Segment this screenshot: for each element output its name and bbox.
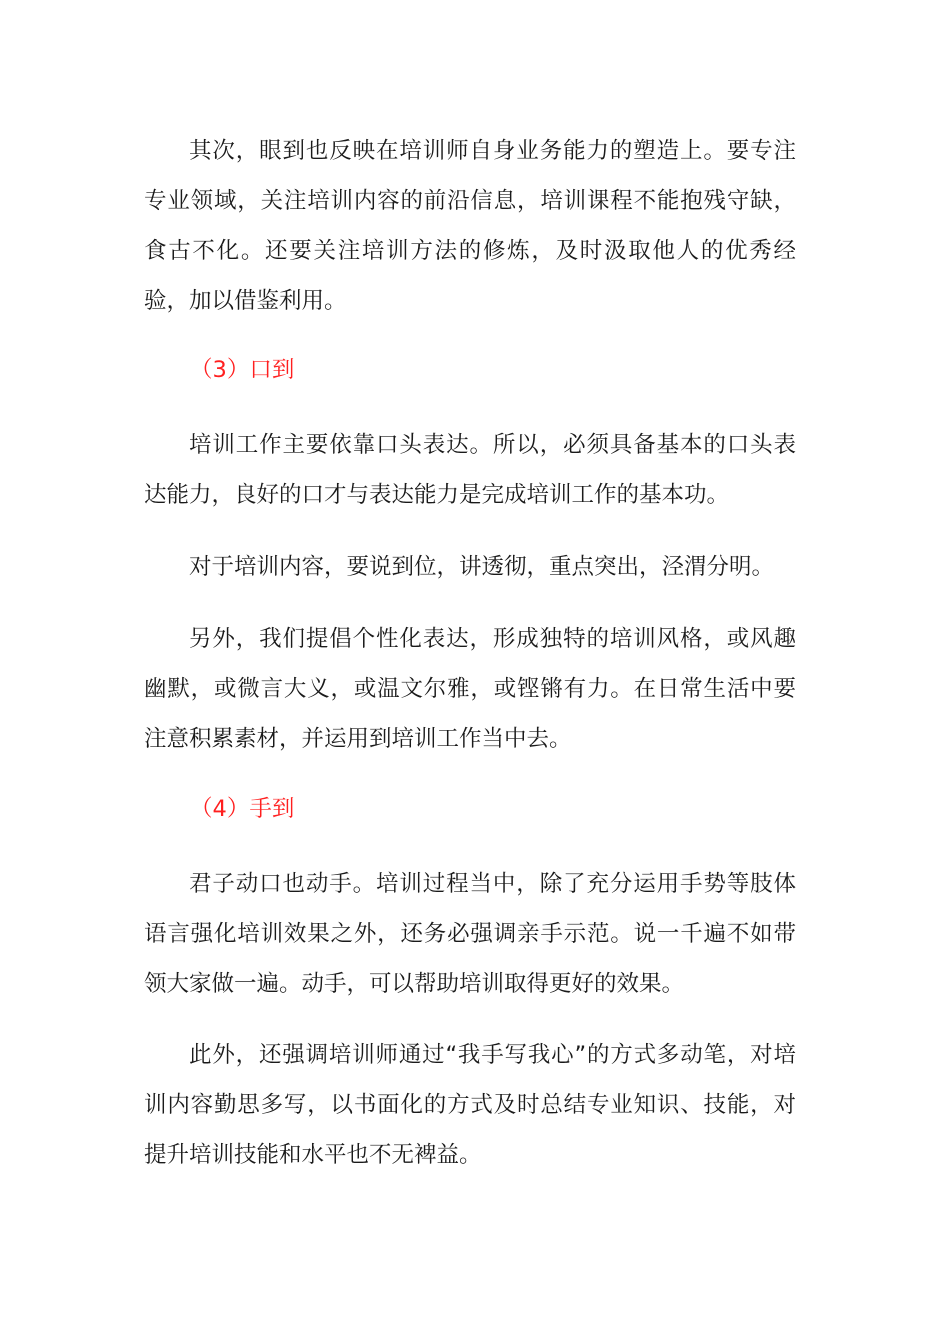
paragraph-eye-skills: 其次，眼到也反映在培训师自身业务能力的塑造上。要专注专业领域，关注培训内容的前沿信息，培训课程不能抱残守缺，食古不化。还要关注培训方法的修炼，及时汲取他人的优秀经验，加以借鉴利用。 xyxy=(144,138,796,314)
section-heading-mouth: （3）口到 xyxy=(190,357,295,383)
paragraph-oral-expression: 培训工作主要依靠口头表达。所以，必须具备基本的口头表达能力，良好的口才与表达能力是完成培训工作的基本功。 xyxy=(144,432,796,508)
paragraph-content-clarity: 对于培训内容，要说到位，讲透彻，重点突出，泾渭分明。 xyxy=(189,554,775,580)
section-heading-hand: （4）手到 xyxy=(190,796,295,822)
paragraph-personal-style: 另外，我们提倡个性化表达，形成独特的培训风格，或风趣幽默，或微言大义，或温文尔雅，或铿锵有力。在日常生活中要注意积累素材，并运用到培训工作当中去。 xyxy=(144,626,796,752)
paragraph-writing: 此外，还强调培训师通过“我手写我心”的方式多动笔，对培训内容勤思多写，以书面化的方式及时总结专业知识、技能，对提升培训技能和水平也不无裨益。 xyxy=(144,1042,796,1168)
paragraph-demonstration: 君子动口也动手。培训过程当中，除了充分运用手势等肢体语言强化培训效果之外，还务必强调亲手示范。说一千遍不如带领大家做一遍。动手，可以帮助培训取得更好的效果。 xyxy=(144,871,796,997)
